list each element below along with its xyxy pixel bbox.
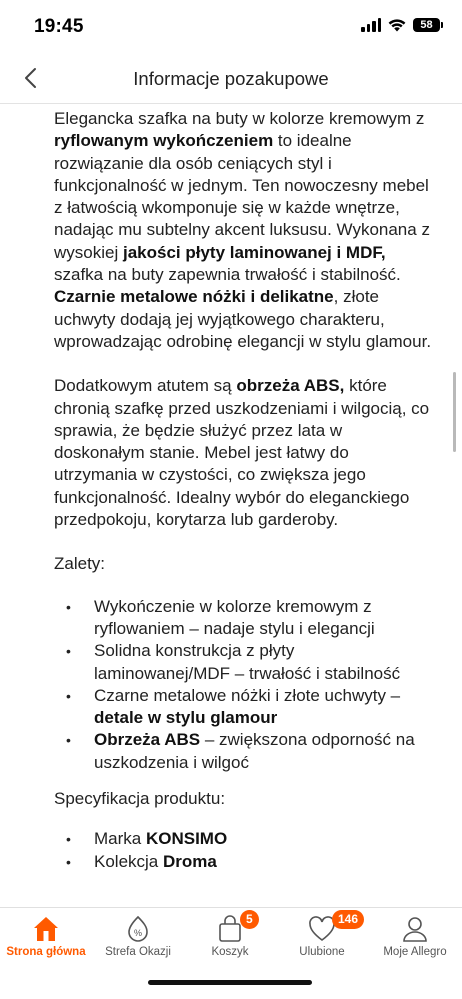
status-time: 19:45 [34, 16, 84, 37]
bold-text: obrzeża ABS, [236, 376, 345, 396]
status-icons [361, 18, 440, 32]
cellular-signal-icon [361, 18, 381, 32]
page-title: Informacje pozakupowe [133, 68, 329, 89]
description-content[interactable] [0, 104, 462, 907]
user-icon [400, 914, 430, 944]
list-item: • Solidna konstrukcja z płyty laminowanej/MDF – trwałość i stabilność [54, 640, 432, 685]
list-item: • Marka KONSIMO [54, 828, 432, 850]
tab-my-allegro[interactable] [368, 908, 462, 968]
bottom-tab-bar [0, 907, 462, 999]
list-item: • Wykończenie w kolorze kremowym z ryflowaniem – nadaje stylu i elegancji [54, 596, 432, 641]
description-paragraph-2: Dodatkowym atutem są obrzeża ABS, które chronią szafkę przed uszkodzeniami i wilgocią, co sprawia, że będzie służyć przez lata w doskonałym stanie. Mebel jest łatwy do utrzymania w czystości, co zwiększa jego funkcjonalność. Idealny wybór do eleganckiego przedpokoju, korytarza lub garderoby. [54, 376, 430, 530]
nav-header [0, 52, 462, 104]
home-indicator [148, 980, 312, 985]
spec-heading: Specyfikacja produktu: [54, 789, 226, 809]
tab-label: Ulubione [299, 946, 345, 958]
favorites-count-badge: 146 [332, 910, 364, 929]
percent-tag-icon [123, 914, 153, 944]
tab-cart[interactable] [184, 908, 276, 968]
bold-text: jakości płyty laminowanej i MDF, [122, 242, 386, 262]
advantages-list [54, 596, 432, 774]
spec-list [54, 828, 432, 873]
wifi-icon [388, 18, 406, 32]
tab-label: Moje Allegro [383, 946, 447, 958]
advantages-heading: Zalety: [54, 554, 106, 574]
bold-text: Obrzeża ABS [94, 730, 201, 750]
tab-label: Strona główna [6, 946, 86, 958]
list-item: • Czarne metalowe nóżki i złote uchwyty – detale w stylu glamour [54, 685, 432, 730]
tab-favorites[interactable] [276, 908, 368, 968]
list-item: • Obrzeża ABS – zwiększona odporność na uszkodzenia i wilgoć [54, 729, 432, 774]
tab-deals[interactable] [92, 908, 184, 968]
bold-text: ryflowanym wykończeniem [54, 131, 274, 151]
scrollbar[interactable] [453, 372, 456, 452]
tab-home[interactable] [0, 908, 92, 968]
cart-count-badge: 5 [240, 910, 259, 929]
bold-text: KONSIMO [145, 829, 228, 849]
list-item: • Kolekcja Droma [54, 851, 432, 873]
status-bar [0, 0, 462, 52]
battery-icon: 58 [413, 18, 440, 32]
home-icon [31, 914, 61, 944]
tab-label: Koszyk [211, 946, 249, 958]
tab-label: Strefa Okazji [105, 946, 171, 958]
description-paragraph-1: Elegancka szafka na buty w kolorze kremowym z ryflowanym wykończeniem to idealne rozwiązanie dla osób ceniących styl i funkcjonalność w jednym. Ten nowoczesny mebel z łatwością wkomponuje się w każde wnętrze, nadając mu subtelny akcent luksusu. Wykonana z wysokiej jakości płyty laminowanej i MDF, szafka na buty zapewnia trwałość i stabilność. Czarnie metalowe nóżki i delikatne, złote uchwyty dodają jej wyjątkowego charakteru, wprowadzając odrobinę elegancji w stylu glamour. [54, 109, 432, 351]
bold-text: Droma [162, 851, 217, 871]
bold-text: Czarnie metalowe nóżki i delikatne [54, 287, 334, 307]
bold-text: detale w stylu glamour [94, 708, 278, 728]
svg-text:%: % [133, 928, 143, 938]
